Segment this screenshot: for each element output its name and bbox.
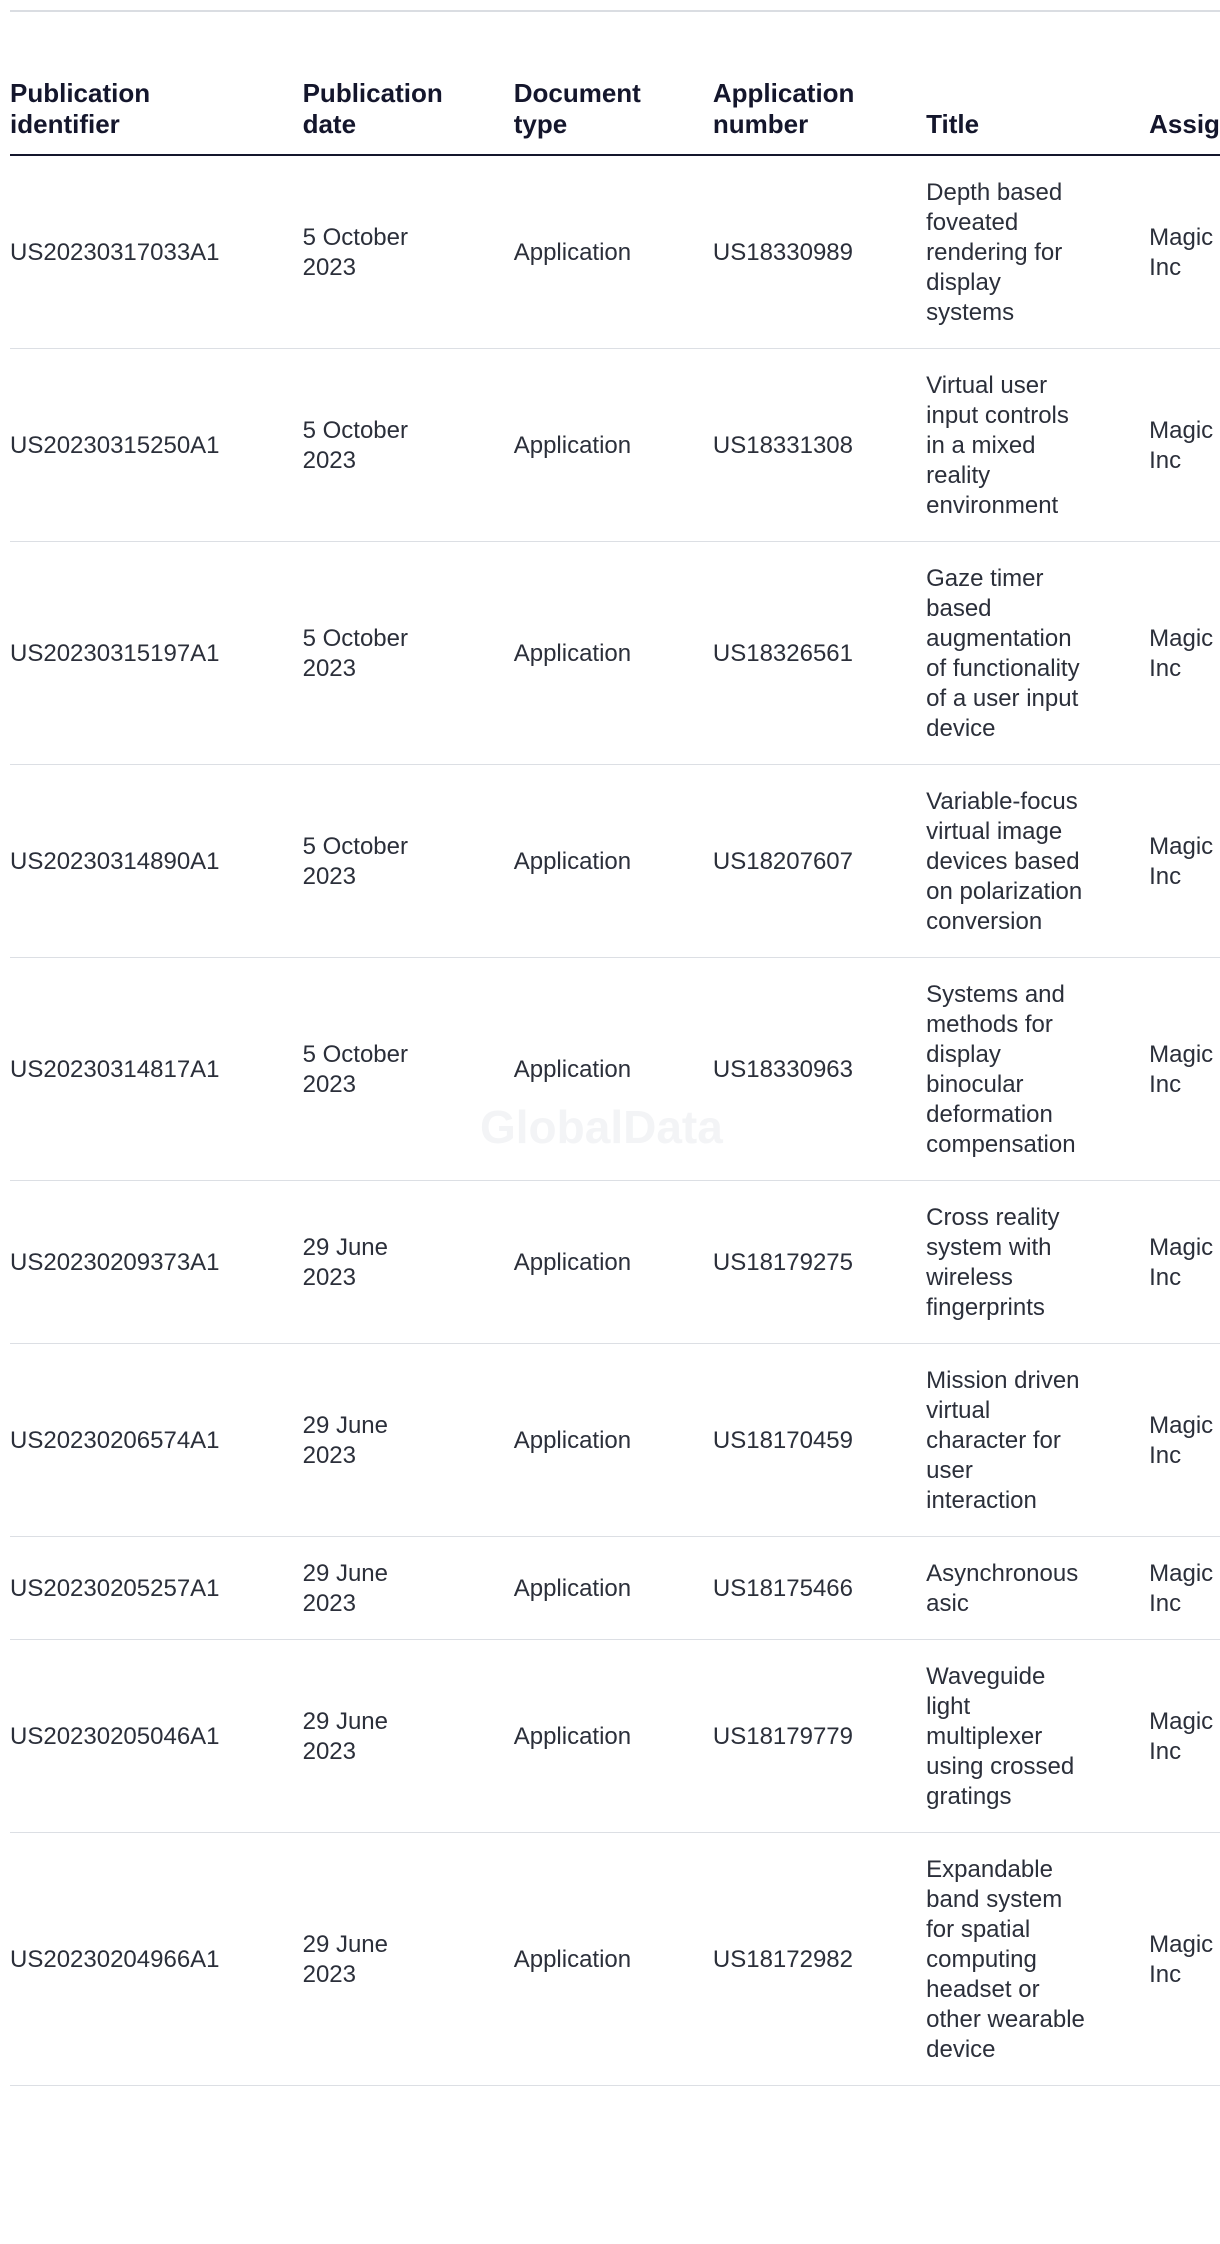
cell-application-number: US18179275 [713, 1181, 926, 1344]
table-row [10, 542, 1220, 765]
cell-assignee: Magic Inc [1149, 765, 1220, 958]
cell-assignee: Magic Inc [1149, 1640, 1220, 1833]
top-divider [10, 10, 1220, 12]
cell-application-number: US18331308 [713, 349, 926, 542]
patent-table [10, 78, 1220, 2086]
table-row [10, 349, 1220, 542]
cell-document-type: Application [514, 1181, 713, 1344]
cell-assignee: Magic Inc [1149, 1344, 1220, 1537]
cell-assignee: Magic Inc [1149, 155, 1220, 349]
cell-application-number: US18172982 [713, 1833, 926, 2086]
cell-publication-identifier: US20230204966A1 [10, 1833, 303, 2086]
cell-publication-identifier: US20230315250A1 [10, 349, 303, 542]
cell-document-type: Application [514, 958, 713, 1181]
cell-title: Expandable band system for spatial computing headset or other wearable device [926, 1833, 1149, 2086]
table-row [10, 1833, 1220, 2086]
cell-document-type: Application [514, 1344, 713, 1537]
cell-title: Variable-focus virtual image devices based on polarization conversion [926, 765, 1149, 958]
header-application-number: Application number [713, 78, 926, 155]
cell-publication-date: 5 October 2023 [303, 765, 514, 958]
cell-application-number: US18179779 [713, 1640, 926, 1833]
cell-publication-date: 5 October 2023 [303, 349, 514, 542]
cell-application-number: US18207607 [713, 765, 926, 958]
cell-title: Systems and methods for display binocular deformation compensation [926, 958, 1149, 1181]
cell-application-number: US18175466 [713, 1537, 926, 1640]
cell-publication-date: 29 June 2023 [303, 1537, 514, 1640]
table-row [10, 1344, 1220, 1537]
cell-publication-date: 29 June 2023 [303, 1181, 514, 1344]
cell-publication-date: 29 June 2023 [303, 1833, 514, 2086]
cell-assignee: Magic Inc [1149, 1833, 1220, 2086]
cell-title: Asynchronous asic [926, 1537, 1149, 1640]
table-row [10, 1640, 1220, 1833]
cell-document-type: Application [514, 1640, 713, 1833]
cell-publication-identifier: US20230314817A1 [10, 958, 303, 1181]
cell-document-type: Application [514, 765, 713, 958]
header-title: Title [926, 78, 1149, 155]
cell-publication-date: 5 October 2023 [303, 958, 514, 1181]
cell-title: Cross reality system with wireless fingerprints [926, 1181, 1149, 1344]
header-document-type: Document type [514, 78, 713, 155]
cell-assignee: Magic Inc [1149, 1181, 1220, 1344]
cell-assignee: Magic Inc [1149, 542, 1220, 765]
cell-title: Mission driven virtual character for user interaction [926, 1344, 1149, 1537]
cell-publication-date: 29 June 2023 [303, 1640, 514, 1833]
cell-assignee: Magic Inc [1149, 1537, 1220, 1640]
cell-application-number: US18330989 [713, 155, 926, 349]
cell-application-number: US18326561 [713, 542, 926, 765]
cell-document-type: Application [514, 349, 713, 542]
table-header-row [10, 78, 1220, 155]
cell-document-type: Application [514, 155, 713, 349]
header-publication-date: Publication date [303, 78, 514, 155]
cell-document-type: Application [514, 1537, 713, 1640]
table-row [10, 1537, 1220, 1640]
cell-publication-identifier: US20230205257A1 [10, 1537, 303, 1640]
cell-publication-identifier: US20230315197A1 [10, 542, 303, 765]
table-row [10, 765, 1220, 958]
cell-publication-identifier: US20230317033A1 [10, 155, 303, 349]
cell-publication-date: 29 June 2023 [303, 1344, 514, 1537]
cell-document-type: Application [514, 1833, 713, 2086]
cell-assignee: Magic Inc [1149, 958, 1220, 1181]
cell-publication-date: 5 October 2023 [303, 542, 514, 765]
watermark: GlobalData [480, 1101, 723, 1153]
header-publication-identifier: Publication identifier [10, 78, 303, 155]
cell-publication-identifier: US20230205046A1 [10, 1640, 303, 1833]
cell-publication-date: 5 October 2023 [303, 155, 514, 349]
cell-assignee: Magic Inc [1149, 349, 1220, 542]
cell-title: Virtual user input controls in a mixed reality environment [926, 349, 1149, 542]
cell-publication-identifier: US20230314890A1 [10, 765, 303, 958]
cell-publication-identifier: US20230206574A1 [10, 1344, 303, 1537]
cell-publication-identifier: US20230209373A1 [10, 1181, 303, 1344]
cell-title: Depth based foveated rendering for display systems [926, 155, 1149, 349]
table-row [10, 958, 1220, 1181]
table-row [10, 1181, 1220, 1344]
cell-application-number: US18330963 [713, 958, 926, 1181]
cell-title: Waveguide light multiplexer using crossed gratings [926, 1640, 1149, 1833]
table-body [10, 155, 1220, 2086]
cell-title: Gaze timer based augmentation of functionality of a user input device [926, 542, 1149, 765]
table-row [10, 155, 1220, 349]
cell-application-number: US18170459 [713, 1344, 926, 1537]
cell-document-type: Application [514, 542, 713, 765]
header-assignee: Assig [1149, 78, 1220, 155]
